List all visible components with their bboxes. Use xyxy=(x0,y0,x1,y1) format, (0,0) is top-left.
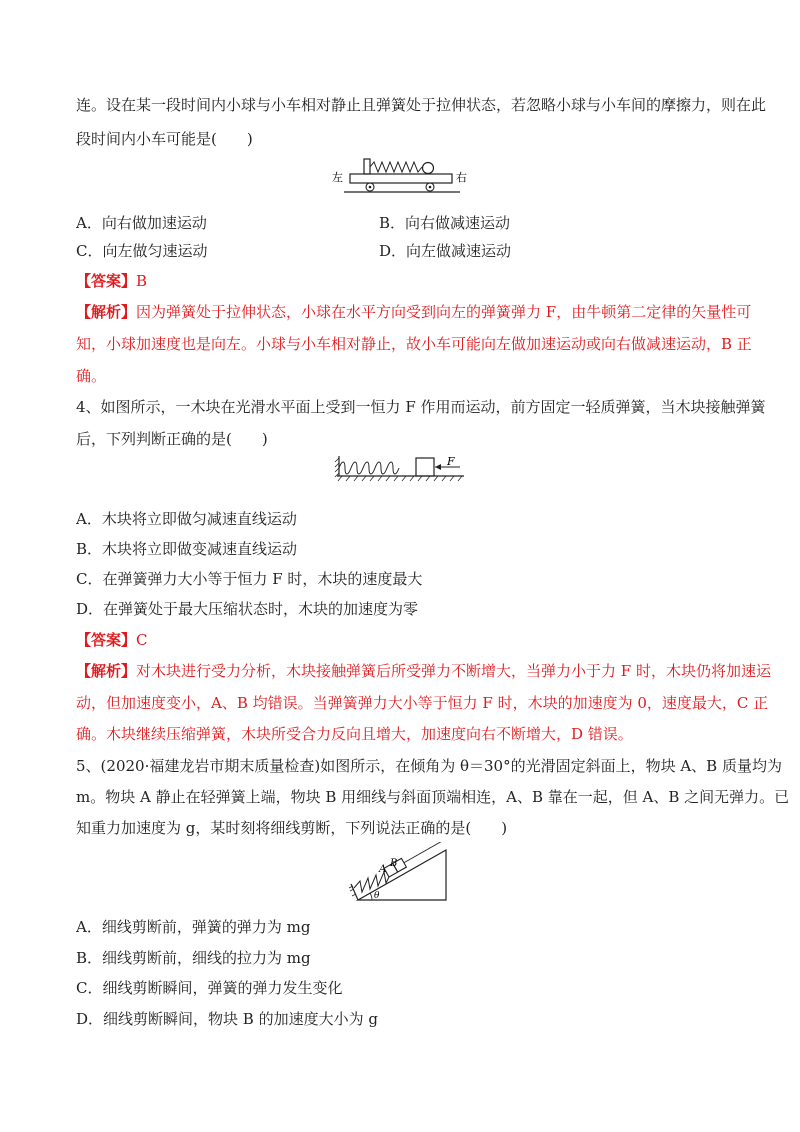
cart-body xyxy=(350,174,452,183)
q4-option-a: A．木块将立即做匀减速直线运动 xyxy=(76,510,297,528)
q5-option-d: D．细线剪断瞬间，物块 B 的加速度大小为 g xyxy=(76,1010,378,1028)
ball xyxy=(423,163,434,174)
q5-figure-incline xyxy=(348,842,458,908)
q3-answer xyxy=(76,271,147,291)
q5-stem-line2: m。物块 A 静止在轻弹簧上端，物块 B 用细线与斜面顶端相连，A、B 靠在一起，但 A、B 之间无弹力。已 xyxy=(76,788,790,806)
label-b: B xyxy=(390,858,398,869)
q3-fig-left-label: 左 xyxy=(332,171,343,184)
q4-stem-line1: 4、如图所示，一木块在光滑水平面上受到一恒力 F 作用而运动，前方固定一轻质弹簧，当木块接触弹簧 xyxy=(76,398,766,416)
q3-analysis-label: 【解析】 xyxy=(76,303,137,321)
incline xyxy=(358,850,446,900)
q3-option-b: B．向右做减速运动 xyxy=(379,214,511,232)
q5-stem-line1: 5、(2020·福建龙岩市期末质量检查)如图所示，在倾角为 θ＝30°的光滑固定斜面上，物块 A、B 质量均为 xyxy=(76,757,782,775)
q5-option-c: C．细线剪断瞬间，弹簧的弹力发生变化 xyxy=(76,979,343,997)
q3-fig-right-label: 右 xyxy=(456,171,467,184)
label-a: A xyxy=(379,864,387,875)
q3-answer-value: B xyxy=(136,272,148,290)
q4-analysis-line2: 动，但加速度变小，A、B 均错误。当弹簧弹力大小等于恒力 F 时，木块的加速度为 0，速度最大，C 正 xyxy=(76,694,769,712)
q3-analysis-line1: 【解析】因为弹簧处于拉伸状态，小球在水平方向受到向左的弹簧弹力 F，由牛顿第二定律的矢量性可 xyxy=(76,303,752,321)
q3-figure-cart xyxy=(330,156,480,198)
q3-option-a: A．向右做加速运动 xyxy=(76,214,207,232)
q3-option-c: C．向左做匀速运动 xyxy=(76,242,208,260)
q4-analysis-line3: 确。木块继续压缩弹簧，木块所受合力反向且增大，加速度向右不断增大，D 错误。 xyxy=(76,725,633,743)
q4-option-b: B．木块将立即做变减速直线运动 xyxy=(76,540,298,558)
spring xyxy=(370,162,422,172)
block xyxy=(416,458,434,476)
q4-analysis-label: 【解析】 xyxy=(76,662,137,680)
q5-option-a: A．细线剪断前，弹簧的弹力为 mg xyxy=(76,918,311,936)
cart-wall xyxy=(364,159,370,174)
q3-stem-line1: 连。设在某一段时间内小球与小车相对静止且弹簧处于拉伸状态，若忽略小球与小车间的摩擦力，则在此 xyxy=(76,96,767,114)
q4-stem-line2: 后，下列判断正确的是( ) xyxy=(76,430,268,448)
force-label: F xyxy=(447,455,455,468)
q4-analysis-line1: 【解析】对木块进行受力分析，木块接触弹簧后所受弹力不断增大，当弹力小于力 F 时，木块仍将加速运 xyxy=(76,662,771,680)
label-theta: θ xyxy=(374,891,380,901)
q3-option-d: D．向左做减速运动 xyxy=(379,242,512,260)
q3-answer-label: 【答案】 xyxy=(76,272,137,290)
q3-stem-line2: 段时间内小车可能是( ) xyxy=(76,130,253,148)
q3-analysis-line2: 知，小球加速度也是向左。小球与小车相对静止，故小车可能向左做加速运动或向右做减速运动，B 正 xyxy=(76,335,752,353)
q4-answer xyxy=(76,630,148,650)
q5-option-b: B．细线剪断前，细线的拉力为 mg xyxy=(76,949,311,967)
spring xyxy=(339,462,399,474)
q4-figure-block-spring xyxy=(334,452,466,488)
q4-answer-value: C xyxy=(136,631,148,649)
q4-option-c: C．在弹簧弹力大小等于恒力 F 时，木块的速度最大 xyxy=(76,570,423,588)
spring xyxy=(354,872,389,892)
q4-option-d: D．在弹簧处于最大压缩状态时，木块的加速度为零 xyxy=(76,600,419,618)
q3-analysis-line3: 确。 xyxy=(76,367,107,385)
angle-arc xyxy=(370,893,372,900)
q5-stem-line3: 知重力加速度为 g，某时刻将细线剪断，下列说法正确的是( ) xyxy=(76,819,508,837)
q4-answer-label: 【答案】 xyxy=(76,631,137,649)
